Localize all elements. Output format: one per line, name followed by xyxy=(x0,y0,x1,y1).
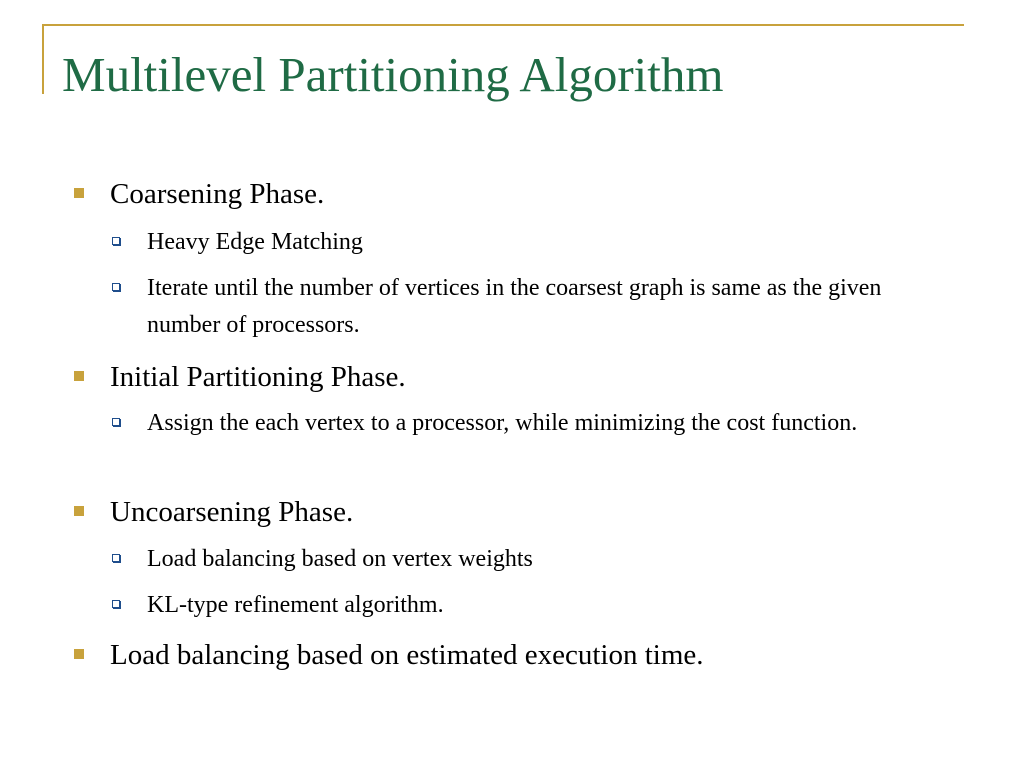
square-bullet-icon xyxy=(74,371,84,381)
frame-top-rule xyxy=(42,24,964,26)
bullet-text: Uncoarsening Phase. xyxy=(110,496,354,528)
hollow-square-bullet-icon xyxy=(112,418,120,426)
square-bullet-icon xyxy=(74,188,84,198)
sub-bullet-item xyxy=(147,405,947,442)
frame-left-rule xyxy=(42,24,44,94)
bullet-item-uncoarsening xyxy=(110,495,353,529)
square-bullet-icon xyxy=(74,506,84,516)
bullet-item-load-balancing xyxy=(110,638,704,672)
sub-bullet-item xyxy=(147,270,947,344)
sub-bullet-text: Assign the each vertex to a processor, while minimizing the cost function. xyxy=(147,410,858,436)
hollow-square-bullet-icon xyxy=(112,283,120,291)
sub-bullet-text: Iterate until the number of vertices in the coarsest graph is same as the given number of processors. xyxy=(147,275,882,338)
sub-bullet-text: Heavy Edge Matching xyxy=(147,229,363,255)
sub-bullet-text: KL-type refinement algorithm. xyxy=(147,592,444,618)
square-bullet-icon xyxy=(74,649,84,659)
sub-bullet-item xyxy=(147,587,947,624)
hollow-square-bullet-icon xyxy=(112,237,120,245)
bullet-text: Load balancing based on estimated execution time. xyxy=(110,639,704,671)
bullet-text: Initial Partitioning Phase. xyxy=(110,361,406,393)
hollow-square-bullet-icon xyxy=(112,600,120,608)
sub-bullet-item xyxy=(147,224,947,261)
slide-title: Multilevel Partitioning Algorithm xyxy=(62,47,724,102)
sub-bullet-text: Load balancing based on vertex weights xyxy=(147,546,533,572)
bullet-item-coarsening xyxy=(110,177,324,211)
bullet-item-initial-partitioning xyxy=(110,360,406,394)
sub-bullet-item xyxy=(147,541,947,578)
hollow-square-bullet-icon xyxy=(112,554,120,562)
bullet-text: Coarsening Phase. xyxy=(110,178,325,210)
